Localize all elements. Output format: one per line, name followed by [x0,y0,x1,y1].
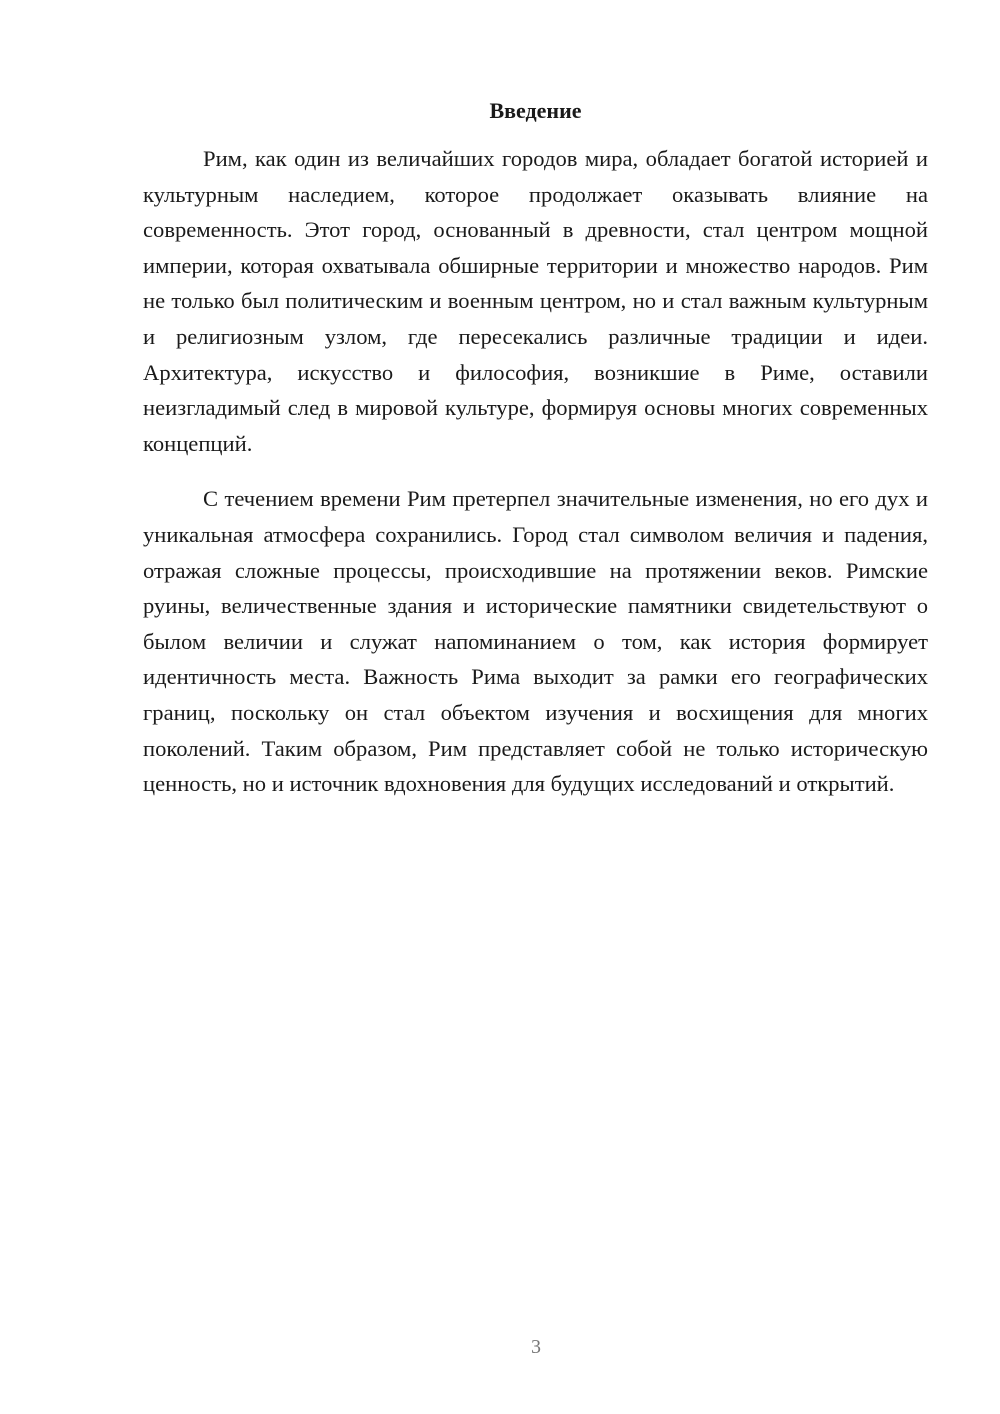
page-number: 3 [531,1336,541,1358]
section-heading: Введение [489,98,582,123]
body-text [143,141,928,822]
paragraph-1: Рим, как один из величайших городов мира, обладает богатой историей и культурным наследием, которое продолжает оказывать влияние на современность. Этот город, основанный в древности, стал центром мощной империи, которая охватывала обширные территории и множество народов. Рим не только был политическим и военным центром, но и стал важным культурным и религиозным узлом, где пересекались различные традиции и идеи. Архитектура, искусство и философия, возникшие в Риме, оставили неизгладимый след в мировой культуре, формируя основы многих современных концепций. [143,146,928,456]
paragraph-2: С течением времени Рим претерпел значительные изменения, но его дух и уникальная атмосфера сохранились. Город стал символом величия и падения, отражая сложные процессы, происходившие на протяжении веков. Римские руины, величественные здания и исторические памятники свидетельствуют о былом величии и служат напоминанием о том, как история формирует идентичность места. Важность Рима выходит за рамки его географических границ, поскольку он стал объектом изучения и восхищения для многих поколений. Таким образом, Рим представляет собой не только историческую ценность, но и источник вдохновения для будущих исследований и открытий. [143,486,928,797]
